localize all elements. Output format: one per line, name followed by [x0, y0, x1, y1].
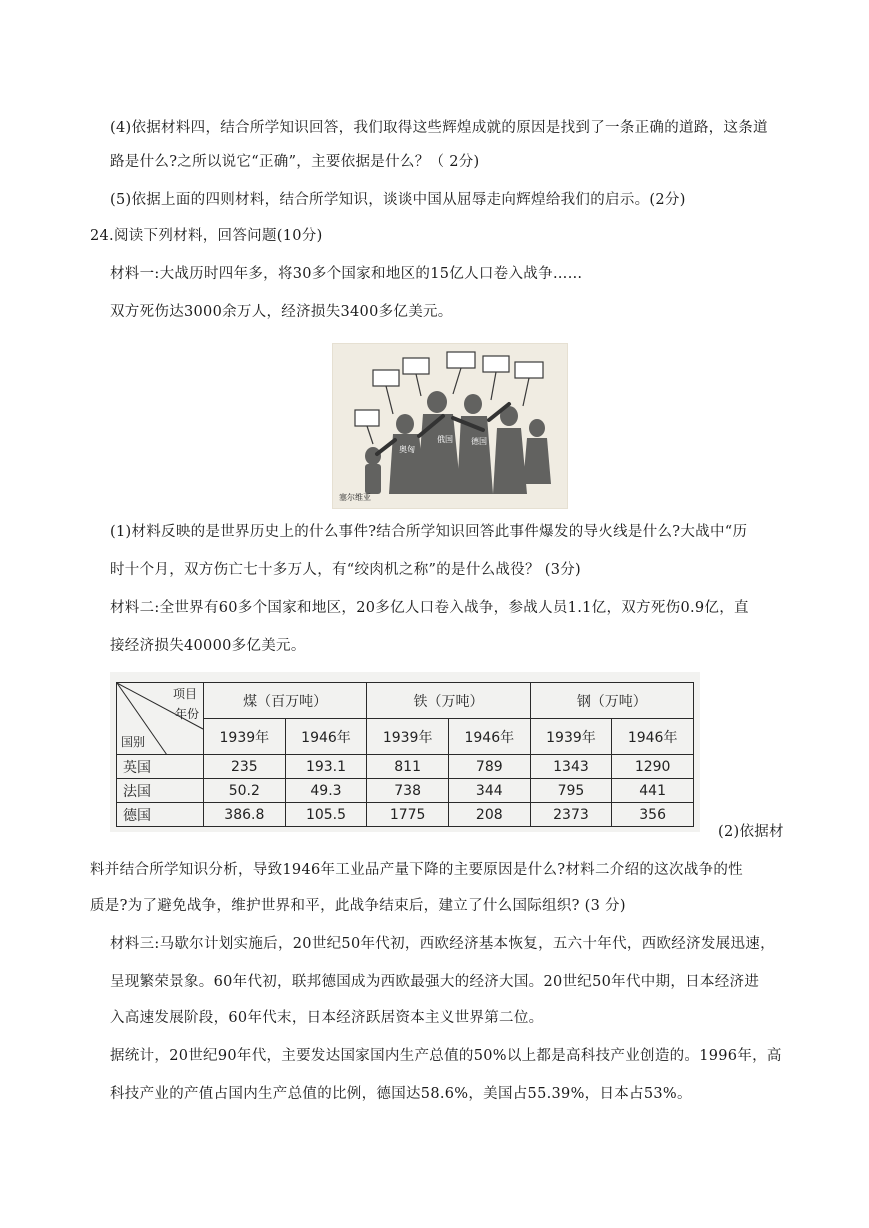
- material-2-line-2: 接经济损失40000多亿美元。: [110, 638, 306, 654]
- ww1-cartoon-image: [332, 343, 568, 509]
- year-header: 1939年: [530, 719, 612, 755]
- production-table: [116, 682, 694, 827]
- table-corner-cell: [117, 683, 204, 755]
- value-cell: 344: [448, 779, 530, 803]
- year-header: 1946年: [612, 719, 694, 755]
- table-row: [117, 755, 694, 779]
- value-cell: 441: [612, 779, 694, 803]
- value-cell: 738: [367, 779, 449, 803]
- question-1-line-1: (1)材料反映的是世界历史上的什么事件?结合所学知识回答此事件爆发的导火线是什么?大战中“历: [110, 524, 748, 540]
- value-cell: 1290: [612, 755, 694, 779]
- question-4-line-1: (4)依据材料四，结合所学知识回答，我们取得这些辉煌成就的原因是找到了一条正确的道路，这条道: [110, 120, 768, 136]
- cartoon-label-russia: 俄国: [437, 435, 453, 444]
- value-cell: 795: [530, 779, 612, 803]
- material-3-line-2: 呈现繁荣景象。60年代初，联邦德国成为西欧最强大的经济大国。20世纪50年代中期，日本经济进: [110, 974, 760, 990]
- value-cell: 386.8: [204, 803, 286, 827]
- question-5: (5)依据上面的四则材料，结合所学知识，谈谈中国从屈辱走向辉煌给我们的启示。(2分): [110, 192, 686, 208]
- material-2-line-1: 材料二:全世界有60多个国家和地区，20多亿人口卷入战争，参战人员1.1亿，双方死伤0.9亿，直: [110, 600, 749, 616]
- year-header: 1946年: [285, 719, 367, 755]
- table-row: [117, 779, 694, 803]
- corner-item-label: 项目: [172, 687, 197, 701]
- question-2-line-2: 料并结合所学知识分析，导致1946年工业品产量下降的主要原因是什么?材料二介绍的这次战争的性: [90, 862, 743, 878]
- year-header: 1939年: [367, 719, 449, 755]
- value-cell: 1775: [367, 803, 449, 827]
- production-table-image: [110, 672, 700, 832]
- cartoon-label-serbia: 塞尔维亚: [339, 493, 371, 502]
- country-cell: 德国: [117, 803, 204, 827]
- material-3-line-5: 科技产业的产值占国内生产总值的比例，德国达58.6%，美国占55.39%，日本占53%。: [110, 1086, 692, 1102]
- question-1-line-2: 时十个月，双方伤亡七十多万人，有“绞肉机之称”的是什么战役？ (3分): [110, 562, 581, 578]
- table-row: [117, 803, 694, 827]
- value-cell: 50.2: [204, 779, 286, 803]
- value-cell: 49.3: [285, 779, 367, 803]
- group-header-coal: 煤（百万吨）: [204, 683, 367, 719]
- material-3-line-1: 材料三:马歇尔计划实施后，20世纪50年代初，西欧经济基本恢复，五六十年代，西欧经济发展迅速，: [110, 936, 775, 952]
- value-cell: 208: [448, 803, 530, 827]
- value-cell: 2373: [530, 803, 612, 827]
- material-3-line-3: 入高速发展阶段，60年代末，日本经济跃居资本主义世界第二位。: [110, 1010, 544, 1026]
- question-24-heading: 24.阅读下列材料，回答问题(10分): [90, 228, 323, 244]
- value-cell: 193.1: [285, 755, 367, 779]
- group-header-iron: 铁（万吨）: [367, 683, 530, 719]
- corner-country-label: 国别: [121, 735, 146, 749]
- material-3-line-4: 据统计，20世纪90年代，主要发达国家国内生产总值的50%以上都是高科技产业创造的。1996年，高: [110, 1048, 782, 1064]
- country-cell: 英国: [117, 755, 204, 779]
- corner-year-label: 年份: [174, 707, 199, 721]
- value-cell: 356: [612, 803, 694, 827]
- cartoon-label-austria-hungary: 奥匈: [399, 445, 415, 454]
- value-cell: 789: [448, 755, 530, 779]
- value-cell: 1343: [530, 755, 612, 779]
- group-header-steel: 钢（万吨）: [530, 683, 693, 719]
- material-1-line-1: 材料一:大战历时四年多，将30多个国家和地区的15亿人口卷入战争……: [110, 266, 583, 282]
- year-header: 1946年: [448, 719, 530, 755]
- question-2-line-3: 质是?为了避免战争，维护世界和平，此战争结束后，建立了什么国际组织? (3 分): [90, 898, 626, 914]
- value-cell: 235: [204, 755, 286, 779]
- country-cell: 法国: [117, 779, 204, 803]
- value-cell: 105.5: [285, 803, 367, 827]
- cartoon-label-germany: 德国: [471, 437, 487, 446]
- cartoon-drawing: [333, 344, 567, 508]
- question-4-line-2: 路是什么?之所以说它“正确”，主要依据是什么？（ 2分): [110, 154, 480, 170]
- question-2-line-start: (2)依据材: [718, 824, 784, 840]
- year-header: 1939年: [204, 719, 286, 755]
- value-cell: 811: [367, 755, 449, 779]
- material-1-line-2: 双方死伤达3000余万人，经济损失3400多亿美元。: [110, 304, 453, 320]
